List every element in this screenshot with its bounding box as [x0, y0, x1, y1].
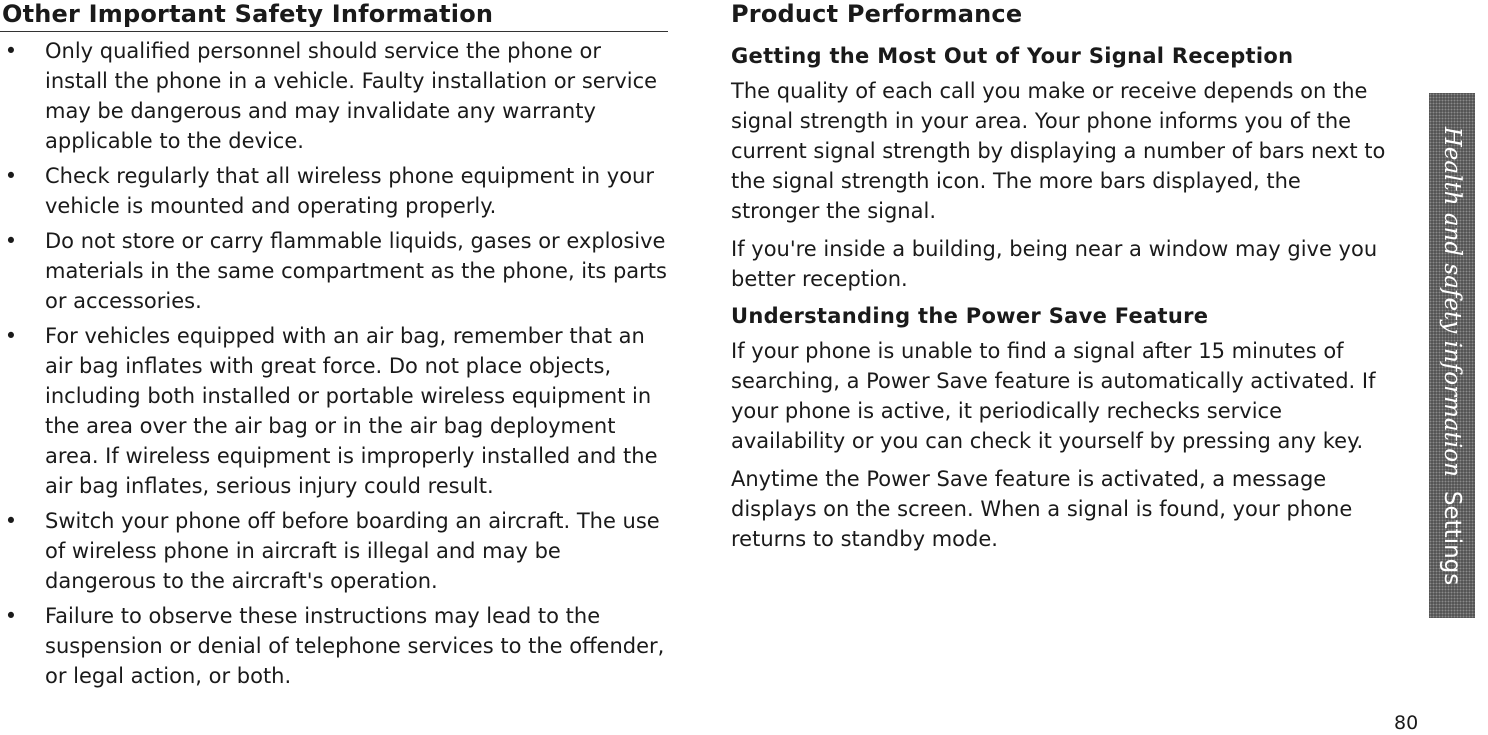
bullet-text: For vehicles equipped with an air bag, remember that an air bag inflates with great force. Do not place objects, including both installed or portable wireless equipment in the area over the air bag or in the air bag deployment area. If wireless equipment is improperly installed and the air bag inflates, serious injury could result. [45, 324, 658, 498]
power-save-subheading: Understanding the Power Save Feature [731, 304, 1209, 328]
bullet-text: Failure to observe these instructions may lead to the suspension or denial of telephone services to the offender, or legal action, or both. [45, 604, 665, 688]
signal-paragraph-1: The quality of each call you make or receive depends on the signal strength in your area. Your phone informs you of the current signal strength by displaying a number of bars next to the signal strength icon. The more bars displayed, the stronger the signal. [731, 79, 1386, 223]
bullet-text: Do not store or carry flammable liquids, gases or explosive materials in the same compartment as the phone, its parts or accessories. [45, 229, 667, 313]
product-performance-section [731, 0, 1391, 562]
side-tab-label [1438, 126, 1466, 585]
power-save-paragraph-1: If your phone is unable to find a signal after 15 minutes of searching, a Power Save feature is automatically activated. If your phone is active, it periodically rechecks service availability or you can check it yourself by pressing any key. [731, 339, 1376, 453]
list-item [0, 506, 668, 596]
bullet-icon: • [4, 164, 18, 188]
bullet-icon: • [4, 509, 18, 533]
bullet-icon: • [4, 324, 18, 348]
safety-info-section [0, 0, 668, 696]
signal-paragraph-2: If you're inside a building, being near a window may give you better reception. [731, 237, 1378, 291]
bullet-icon: • [4, 39, 18, 63]
bullet-text: Only qualified personnel should service the phone or install the phone in a vehicle. Faulty installation or service may be dangerous and may invalidate any warranty applicable to the device. [45, 39, 658, 153]
side-tab-section-title: Settings [1439, 490, 1465, 585]
safety-bullet-list [0, 36, 668, 691]
side-tab-chapter-title: Health and safety information [1439, 126, 1465, 477]
bullet-text: Check regularly that all wireless phone equipment in your vehicle is mounted and operating properly. [45, 164, 654, 218]
bullet-icon: • [4, 229, 18, 253]
list-item [0, 226, 668, 316]
list-item [0, 601, 668, 691]
power-save-paragraph-2: Anytime the Power Save feature is activated, a message displays on the screen. When a signal is found, your phone returns to standby mode. [731, 467, 1353, 551]
bullet-icon: • [4, 604, 18, 628]
chapter-side-tab [1429, 93, 1475, 618]
page-number: 80 [1394, 712, 1419, 734]
list-item [0, 161, 668, 221]
list-item [0, 36, 668, 156]
list-item [0, 321, 668, 501]
bullet-text: Switch your phone off before boarding an aircraft. The use of wireless phone in aircraft is illegal and may be dangerous to the aircraft's operation. [45, 509, 660, 593]
signal-reception-subheading: Getting the Most Out of Your Signal Reception [731, 44, 1294, 68]
section-heading: Product Performance [731, 0, 1023, 28]
section-heading: Other Important Safety Information [0, 0, 668, 32]
